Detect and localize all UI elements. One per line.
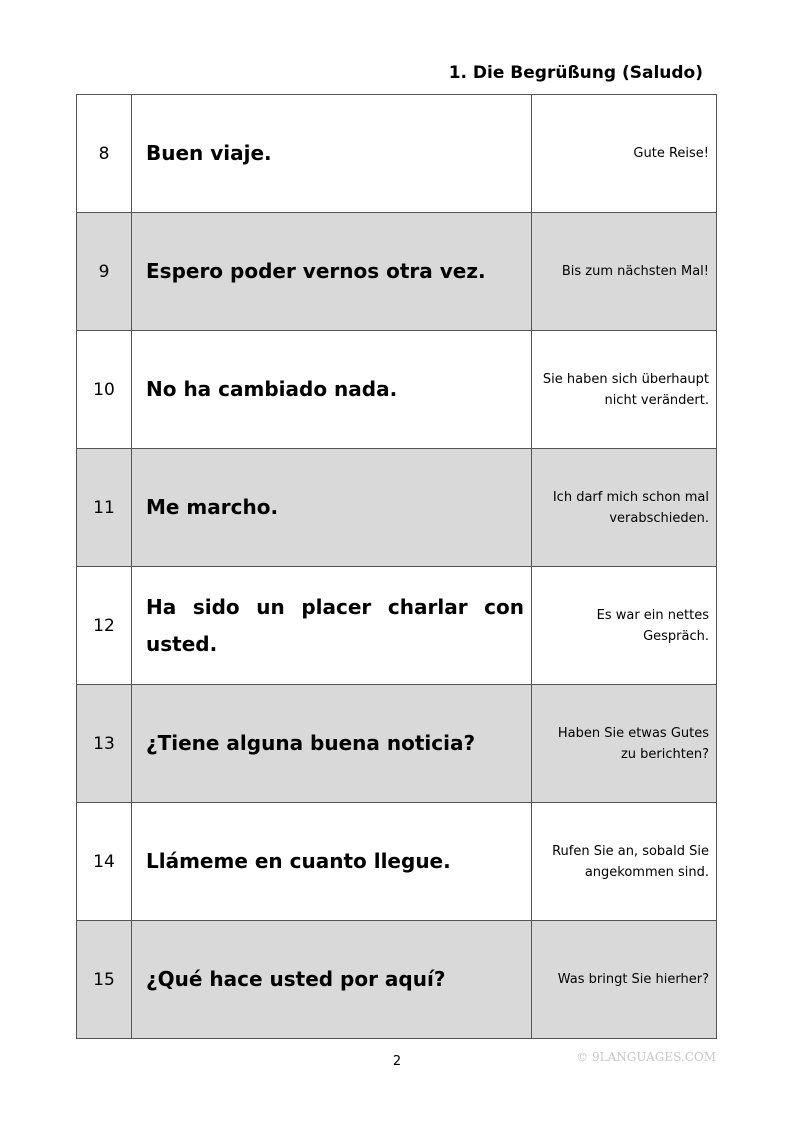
- german-translation: Sie haben sich überhaupt nicht verändert.: [532, 331, 717, 449]
- german-translation: Rufen Sie an, sobald Sie angekommen sind.: [532, 803, 717, 921]
- page-title: 1. Die Begrüßung (Saludo): [448, 63, 703, 83]
- german-translation: Ich darf mich schon mal verabschieden.: [532, 449, 717, 567]
- row-number: 10: [77, 331, 132, 449]
- german-translation: Haben Sie etwas Gutes zu berichten?: [532, 685, 717, 803]
- table-row: [77, 449, 717, 567]
- german-translation: Bis zum nächsten Mal!: [532, 213, 717, 331]
- row-number: 12: [77, 567, 132, 685]
- german-translation: Gute Reise!: [532, 95, 717, 213]
- table-row: [77, 921, 717, 1039]
- spanish-phrase: ¿Qué hace usted por aquí?: [132, 921, 532, 1039]
- spanish-phrase: Espero poder vernos otra vez.: [132, 213, 532, 331]
- spanish-phrase: Ha sido un placer charlar con usted.: [132, 567, 532, 685]
- row-number: 11: [77, 449, 132, 567]
- row-number: 9: [77, 213, 132, 331]
- german-translation: Es war ein nettes Gespräch.: [532, 567, 717, 685]
- german-translation: Was bringt Sie hierher?: [532, 921, 717, 1039]
- spanish-phrase: Me marcho.: [132, 449, 532, 567]
- spanish-phrase: Buen viaje.: [132, 95, 532, 213]
- row-number: 14: [77, 803, 132, 921]
- spanish-phrase: Llámeme en cuanto llegue.: [132, 803, 532, 921]
- table-row: [77, 567, 717, 685]
- row-number: 15: [77, 921, 132, 1039]
- page-number: 2: [392, 1054, 402, 1069]
- table-row: [77, 95, 717, 213]
- table-row: [77, 213, 717, 331]
- table-row: [77, 331, 717, 449]
- spanish-phrase: ¿Tiene alguna buena noticia?: [132, 685, 532, 803]
- table-row: [77, 685, 717, 803]
- copyright-watermark: © 9LANGUAGES.COM: [576, 1050, 716, 1064]
- row-number: 8: [77, 95, 132, 213]
- phrase-table: [76, 94, 717, 1039]
- row-number: 13: [77, 685, 132, 803]
- spanish-phrase: No ha cambiado nada.: [132, 331, 532, 449]
- table-row: [77, 803, 717, 921]
